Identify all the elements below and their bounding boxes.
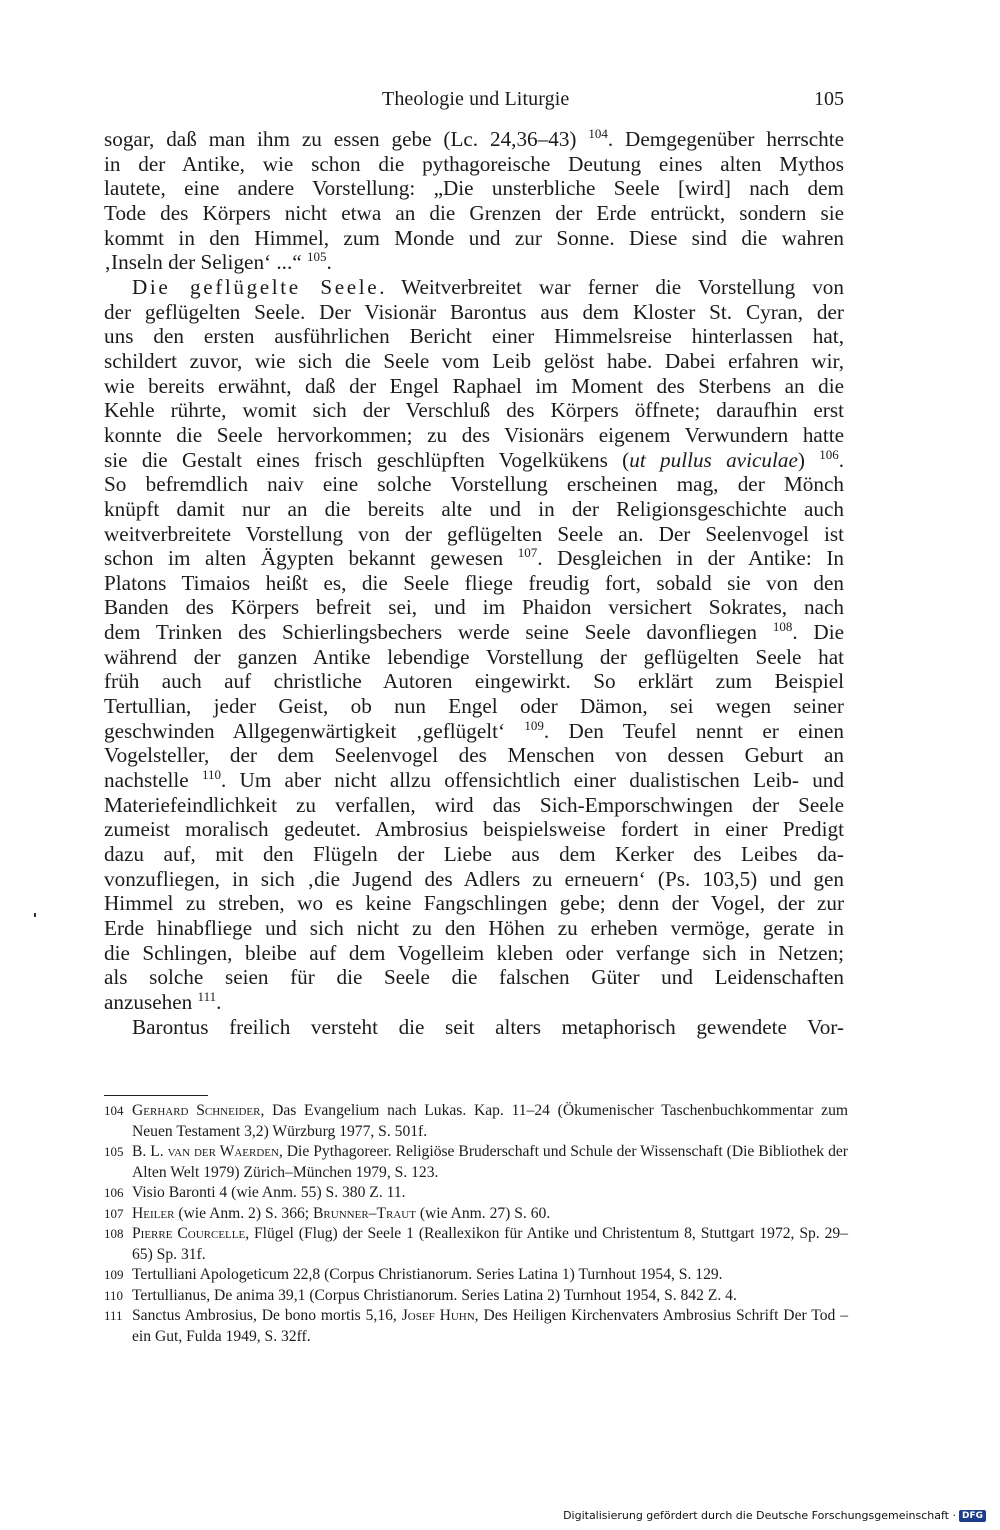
footnote-text bbox=[132, 1286, 848, 1307]
text-run: Visio Baronti 4 (wie Anm. 55) S. 380 Z. 11. bbox=[132, 1184, 406, 1201]
text-run: anzusehen bbox=[104, 989, 198, 1014]
text-run: konnte die Seele hervorkommen; zu des Visionärs eigenem Verwundern hatte bbox=[104, 422, 844, 447]
footnote bbox=[104, 1101, 848, 1142]
running-header-title: Theologie und Liturgie bbox=[382, 88, 570, 110]
text-run: während der ganzen Antike lebendige Vorstellung der geflügelten Seele hat bbox=[104, 644, 844, 669]
text-line bbox=[104, 842, 844, 867]
margin-mark bbox=[34, 913, 36, 917]
text-run: B. L. bbox=[132, 1143, 168, 1160]
text-run: (wie Anm. 27) S. 60. bbox=[415, 1204, 551, 1222]
text-line bbox=[104, 152, 844, 177]
text-run: . Um aber nicht allzu offensichtlich einer dualistischen Leib- und bbox=[220, 768, 844, 793]
footnote-text bbox=[132, 1306, 848, 1347]
page-number: 105 bbox=[814, 88, 844, 110]
text-line bbox=[104, 694, 844, 719]
author-name: Gerhard Schneider bbox=[132, 1102, 261, 1119]
text-line bbox=[104, 965, 844, 990]
footnote-text bbox=[132, 1224, 848, 1265]
text-run: schildert zuvor, wie sich die Seele vom Leib gelöst habe. Dabei erfahren wir, bbox=[104, 348, 844, 373]
text-run: . Weitverbreitet war ferner die Vorstellung von bbox=[379, 274, 844, 299]
footnote-ref: 108 bbox=[772, 619, 793, 635]
text-run: , Die Pythagoreer. Religiöse Bruderschaft und Schule der Wissenschaft (Die Bibliothek der Alten Welt 1979) Zürich–München 1979, S. 123. bbox=[132, 1143, 848, 1181]
footnote bbox=[104, 1306, 848, 1347]
text-run: , Das Evangelium nach Lukas. Kap. 11–24 (Ökumenischer Taschenbuchkommentar zum Neuen Testament 3,2) Würzburg 1977, S. 501f. bbox=[132, 1102, 848, 1140]
footnote-ref: 111 bbox=[197, 988, 217, 1004]
text-run: . Desgleichen in der Antike: In bbox=[537, 546, 844, 571]
text-line bbox=[104, 743, 844, 768]
text-run: , Flügel (Flug) der Seele 1 (Reallexikon für Antike und Christentum 8, Stuttgart 1972, Sp. 29–65) Sp. 31f. bbox=[132, 1225, 848, 1263]
text-line bbox=[104, 546, 844, 571]
footnote-number: 109 bbox=[104, 1267, 124, 1282]
text-run: als solche seien für die Seele die falschen Güter und Leidenschaften bbox=[104, 965, 844, 990]
text-run: . bbox=[326, 250, 332, 275]
text-run: Tertulliani Apologeticum 22,8 (Corpus Christianorum. Series Latina 1) Turnhout 1954, S. 129. bbox=[132, 1266, 723, 1283]
text-run: Materiefeindlichkeit zu verfallen, wird das Sich-Emporschwingen der Seele bbox=[104, 792, 844, 817]
footnote-number: 105 bbox=[104, 1144, 124, 1159]
text-line bbox=[104, 374, 844, 399]
body-text bbox=[104, 127, 844, 1039]
footnote-number: 104 bbox=[104, 1103, 124, 1118]
text-run: Tertullianus, De anima 39,1 (Corpus Christianorum. Series Latina 2) Turnhout 1954, S. 842 Z. 4. bbox=[132, 1286, 737, 1304]
text-run: dazu auf, mit den Flügeln der Liebe aus dem Kerker des Leibes da- bbox=[104, 842, 844, 867]
text-run: . bbox=[216, 989, 222, 1014]
footnote bbox=[104, 1286, 848, 1307]
text-run: lautete, eine andere Vorstellung: „Die unsterbliche Seele [wird] nach dem bbox=[104, 176, 844, 201]
text-line bbox=[104, 176, 844, 201]
text-line bbox=[104, 571, 844, 596]
text-run: früh auch auf christliche Autoren eingewirkt. So erklärt zum Beispiel bbox=[104, 669, 844, 694]
text-run: Banden des Körpers befreit sei, und im Phaidon versichert Sokrates, nach bbox=[104, 595, 844, 620]
text-run: Tode des Körpers nicht etwa an die Grenzen der Erde entrückt, sondern sie bbox=[104, 200, 844, 225]
text-line bbox=[104, 620, 844, 645]
text-run: ‚Inseln der Seligen‘ ...“ bbox=[104, 250, 307, 275]
text-run: die Schlingen, bleibe auf dem Vogelleim kleben oder verfange sich in Netzen; bbox=[104, 940, 844, 965]
footnote-ref: 107 bbox=[517, 545, 538, 561]
text-run: der geflügelten Seele. Der Visionär Barontus aus dem Kloster St. Cyran, der bbox=[104, 299, 844, 324]
text-line bbox=[104, 127, 844, 152]
footnote-ref: 109 bbox=[524, 717, 544, 733]
text-run: ) bbox=[797, 447, 820, 472]
author-name: Brunner–Traut bbox=[313, 1204, 416, 1222]
text-line bbox=[104, 497, 844, 522]
footnote-text bbox=[132, 1204, 848, 1225]
footnote bbox=[104, 1224, 848, 1265]
text-line bbox=[104, 645, 844, 670]
footnote-text bbox=[132, 1183, 848, 1204]
text-run: Barontus freilich versteht die seit alters metaphorisch gewendete Vor- bbox=[132, 1014, 844, 1039]
text-run: So befremdlich naiv eine solche Vorstellung erscheinen mag, der Mönch bbox=[104, 472, 844, 497]
footnote-ref: 104 bbox=[588, 126, 608, 141]
footer-text: Digitalisierung gefördert durch die Deutsche Forschungsgemeinschaft · bbox=[563, 1509, 956, 1522]
footnotes bbox=[104, 1101, 848, 1347]
footnote-ref: 105 bbox=[306, 249, 327, 265]
text-run: (wie Anm. 2) S. 366; bbox=[174, 1204, 314, 1222]
text-line bbox=[104, 867, 844, 892]
footnote-number: 108 bbox=[104, 1226, 124, 1241]
footnote bbox=[104, 1265, 848, 1286]
text-run: Sanctus Ambrosius, De bono mortis 5,16, bbox=[132, 1307, 402, 1324]
footnote-text bbox=[132, 1265, 848, 1286]
footnote-number: 111 bbox=[104, 1308, 123, 1323]
footnote-text bbox=[132, 1101, 848, 1142]
text-run: kommt in den Himmel, zum Monde und zur Sonne. Diese sind die wahren bbox=[104, 225, 844, 250]
text-line bbox=[104, 250, 844, 275]
text-run: Vogelsteller, der dem Seelenvogel des Menschen von dessen Geburt an bbox=[104, 743, 844, 768]
text-run: weitverbreitete Vorstellung von der geflügelten Seele an. Der Seelenvogel ist bbox=[104, 521, 844, 546]
text-line bbox=[104, 398, 844, 423]
text-run: schon im alten Ägypten bekannt gewesen bbox=[104, 546, 518, 571]
author-name: Josef Huhn bbox=[401, 1307, 475, 1324]
text-line bbox=[104, 324, 844, 349]
text-run: Himmel zu streben, wo es keine Fangschlingen gebe; denn der Vogel, der zur bbox=[104, 891, 844, 916]
footnote-number: 110 bbox=[104, 1287, 124, 1303]
text-run: uns den ersten ausführlichen Bericht einer Himmelsreise hinterlassen hat, bbox=[104, 324, 844, 349]
text-run: , Des Heiligen Kirchenvaters Ambrosius Schrift Der Tod – ein Gut, Fulda 1949, S. 32ff. bbox=[132, 1307, 848, 1345]
text-line bbox=[104, 916, 844, 941]
text-line bbox=[104, 891, 844, 916]
text-run: geschwinden Allgegenwärtigkeit ‚geflügelt‘ bbox=[104, 718, 525, 743]
text-line bbox=[104, 595, 844, 620]
text-run: . Die bbox=[792, 620, 844, 645]
dfg-logo-icon: DFG bbox=[959, 1510, 986, 1522]
text-line bbox=[104, 349, 844, 374]
text-line bbox=[104, 1015, 844, 1040]
text-run: . bbox=[838, 447, 844, 472]
text-line bbox=[104, 226, 844, 251]
text-run: Kehle rührte, womit sich der Verschluß des Körpers öffnete; daraufhin erst bbox=[104, 398, 844, 423]
text-line bbox=[104, 448, 844, 473]
footnote-ref: 106 bbox=[819, 446, 839, 462]
text-run: in der Antike, wie schon die pythagoreische Deutung eines alten Mythos bbox=[104, 151, 844, 176]
text-line bbox=[104, 719, 844, 744]
text-run: sie die Gestalt eines frisch geschlüpften Vogelkükens ( bbox=[104, 447, 630, 472]
text-line bbox=[104, 768, 844, 793]
author-name: van der Waerden bbox=[167, 1143, 279, 1160]
footnote bbox=[104, 1142, 848, 1183]
text-line bbox=[104, 275, 844, 300]
text-line bbox=[104, 201, 844, 226]
text-line bbox=[104, 990, 844, 1015]
italic-phrase: ut pullus aviculae bbox=[629, 447, 798, 472]
author-name: Heiler bbox=[132, 1204, 175, 1222]
footnote-text bbox=[132, 1142, 848, 1183]
text-run: wie bereits erwähnt, daß der Engel Raphael im Moment des Sterbens an die bbox=[104, 373, 844, 398]
text-run: Platons Timaios heißt es, die Seele fliege freudig fort, sobald sie von den bbox=[104, 570, 844, 595]
footnote-ref: 110 bbox=[201, 767, 221, 783]
text-run: Tertullian, jeder Geist, ob nun Engel oder Dämon, sei wegen seiner bbox=[104, 694, 844, 719]
footnote-rule bbox=[104, 1095, 208, 1096]
text-run: . Demgegenüber herrschte bbox=[607, 127, 844, 151]
text-line bbox=[104, 941, 844, 966]
text-run: knüpft damit nur an die bereits alte und in der Religionsgeschichte auch bbox=[104, 496, 844, 521]
text-run: vonzufliegen, in sich ‚die Jugend des Adlers zu erneuern‘ (Ps. 103,5) und gen bbox=[104, 866, 844, 891]
text-line bbox=[104, 472, 844, 497]
author-name: Pierre Courcelle bbox=[132, 1225, 246, 1242]
text-run: zumeist moralisch gedeutet. Ambrosius beispielsweise fordert in einer Predigt bbox=[104, 817, 844, 842]
footnote bbox=[104, 1204, 848, 1225]
text-line bbox=[104, 300, 844, 325]
footer-credit bbox=[563, 1509, 986, 1522]
text-line bbox=[104, 669, 844, 694]
text-line bbox=[104, 522, 844, 547]
text-run: dem Trinken des Schierlingsbechers werde seine Seele davonfliegen bbox=[104, 620, 773, 645]
text-run: Erde hinabfliege und sich nicht zu den Höhen zu erheben vermöge, gerate in bbox=[104, 916, 844, 940]
footnote-number: 106 bbox=[104, 1185, 124, 1200]
text-run: nachstelle bbox=[104, 768, 202, 793]
text-line bbox=[104, 817, 844, 842]
footnote-number: 107 bbox=[104, 1205, 124, 1221]
text-run: sogar, daß man ihm zu essen gebe (Lc. 24,36–43) bbox=[104, 127, 589, 151]
section-heading-inline: Die geflügelte Seele bbox=[132, 274, 380, 299]
text-line bbox=[104, 793, 844, 818]
text-line bbox=[104, 423, 844, 448]
text-run: . Den Teufel nennt er einen bbox=[543, 718, 845, 743]
footnote bbox=[104, 1183, 848, 1204]
